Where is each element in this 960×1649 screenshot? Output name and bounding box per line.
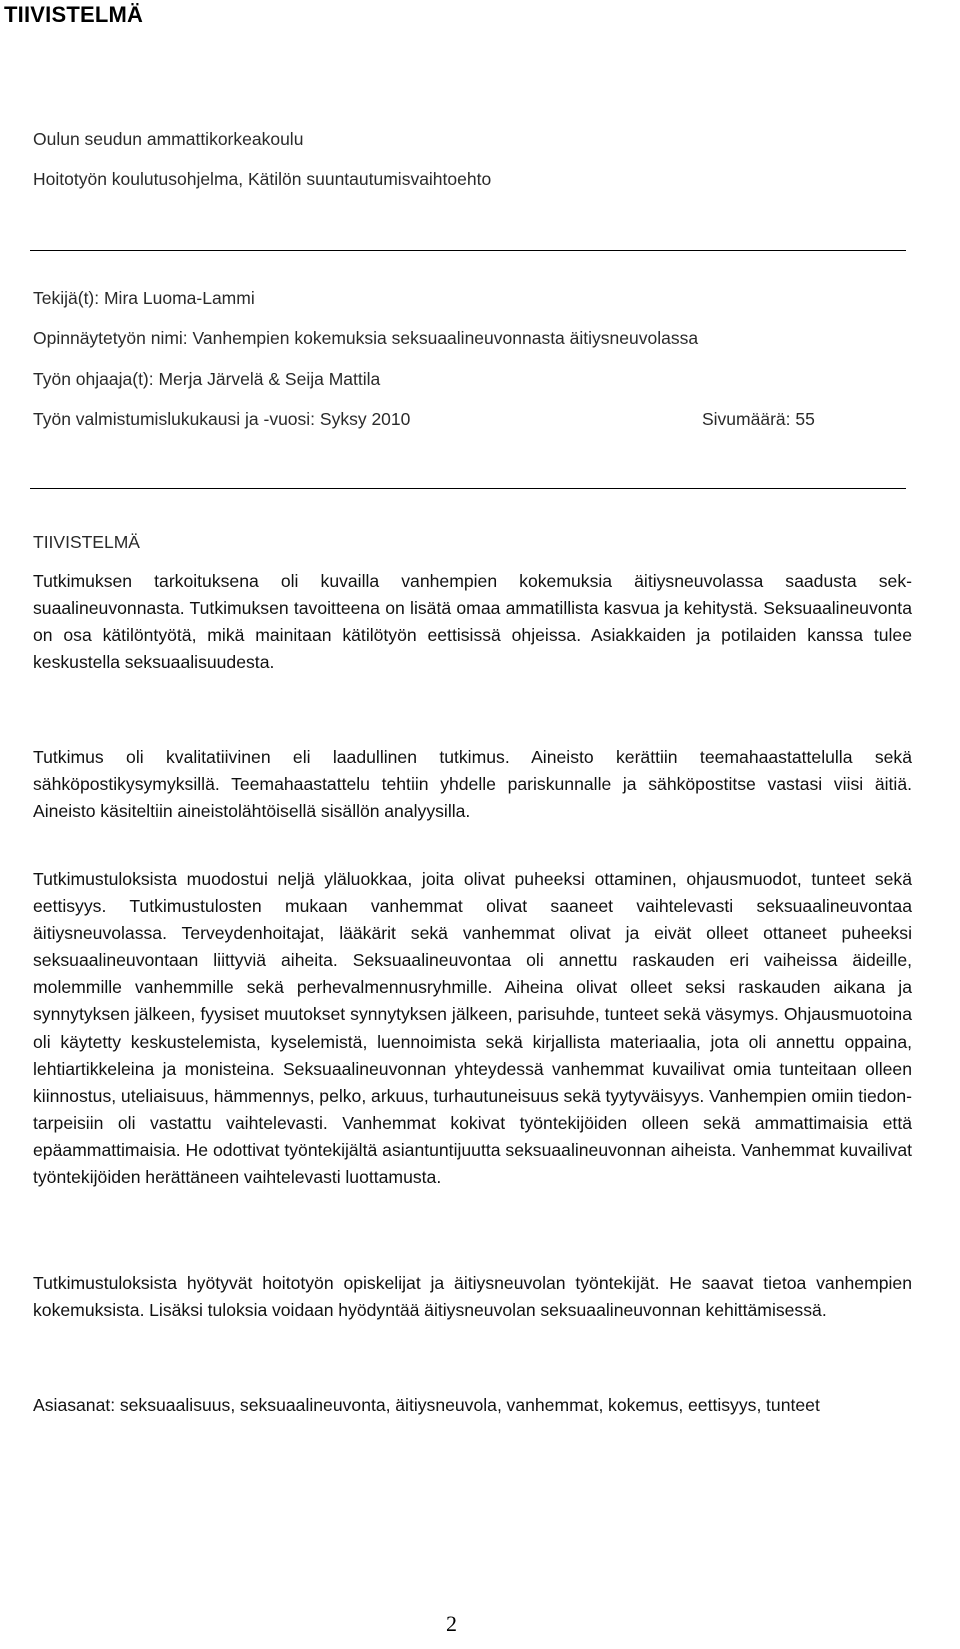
completion-line: Työn valmistumislukukausi ja -vuosi: Syksy 2010 — [33, 409, 411, 429]
thesis-title-line: Opinnäytetyön nimi: Vanhempien kokemuksia seksuaalineuvonnasta äitiysneuvolassa — [33, 328, 699, 348]
program-line: Hoitotyön koulutusohjelma, Kätilön suuntautumisvaihtoehto — [33, 169, 492, 189]
top-divider — [30, 250, 906, 251]
abstract-paragraph-benefits: Tutkimustuloksista hyötyvät hoitotyön opiskelijat ja äitiysneuvolan työntekijät. He saavat tietoa vanhempien kokemuksista. Lisäksi tuloksia voidaan hyödyntää äitiysneuvolan seksuaalineuvonnan kehittämisessä. — [33, 1273, 912, 1321]
keywords-paragraph: Asiasanat: seksuaalisuus, seksuaalineuvonta, äitiysneuvola, vanhemmat, kokemus, eettisyys, tunteet — [33, 1395, 820, 1415]
page-number: 2 — [446, 1611, 457, 1636]
supervisors-line: Työn ohjaaja(t): Merja Järvelä & Seija Mattila — [33, 369, 381, 389]
abstract-paragraph-results: Tutkimustuloksista muodostui neljä yläluokkaa, joita olivat puheeksi ottaminen, ohjausmuodot, tunteet sekä eettisyys. Tutkimustulosten mukaan vanhemmat olivat saaneet vaihtelevasti seksuaalineuvontaa äitiysneuvolassa. Terveydenhoitajat, lääkärit sekä vanhemmat olivat ja eivät olleet ottaneet puheeksi seksuaalineuvontaan liittyviä aiheita. Seksuaalineuvontaa oli annettu raskauden eri vaiheissa äideille, molemmille vanhemmille sekä perhevalmennusryhmille. Aiheina olivat olleet seksi raskauden aikana ja synnytyksen jälkeen, fyysiset muutokset synnytyksen jälkeen, parisuhde, tunteet sekä väsymys. Ohjausmuotoina oli käytetty keskustelemista, kyselemistä, luennoimista sekä kirjallista materiaalia, jota oli annettu oppaina, lehtiartikkeleina ja monisteina. Seksuaalineuvonnan yhteydessä vanhemmat kuvailivat omia tunteitaan olleen kiinnostus, uteliaisuus, hämmennys, pelko, arkuus, turhautuneisuus sekä tyytyväisyys. Vanhempien omiin tiedontarpeisiin oli vastattu vaihtelevasti. Vanhemmat kokivat työntekijöiden olleen sekä ammattimaisia että epäammattimaisia. He odottivat työntekijältä asiantuntijuutta seksuaalineuvonnan aiheista. Vanhemmat kuvailivat työntekijöiden herättäneen vaihtelevasti luottamusta. — [33, 869, 912, 1188]
abstract-heading: TIIVISTELMÄ — [33, 532, 140, 552]
institution-line: Oulun seudun ammattikorkeakoulu — [33, 129, 304, 149]
bottom-divider — [30, 488, 906, 489]
abstract-paragraph-purpose: Tutkimuksen tarkoituksena oli kuvailla vanhempien kokemuksia äitiysneuvolassa saadusta seksuaalineuvonnasta. Tutkimuksen tavoitteena on lisätä omaa ammatillista kasvua ja kehitystä. Seksuaalineuvonta on osa kätilöntyötä, mikä mainitaan kätilötyön eettisissä ohjeissa. Asiakkaiden ja potilaiden kanssa tulee keskustella seksuaalisuudesta. — [33, 571, 912, 673]
abstract-paragraph-method: Tutkimus oli kvalitatiivinen eli laadullinen tutkimus. Aineisto kerättiin teemahaastattelulla sekä sähköpostikysymyksillä. Teemahaastattelu tehtiin yhdelle pariskunnalle ja sähköpostitse vastasi viisi äitiä. Aineisto käsiteltiin aineistolähtöisellä sisällön analyysilla. — [33, 747, 912, 822]
author-line: Tekijä(t): Mira Luoma-Lammi — [33, 288, 255, 308]
page-count-line: Sivumäärä: 55 — [702, 409, 815, 429]
document-heading: TIIVISTELMÄ — [4, 2, 144, 27]
